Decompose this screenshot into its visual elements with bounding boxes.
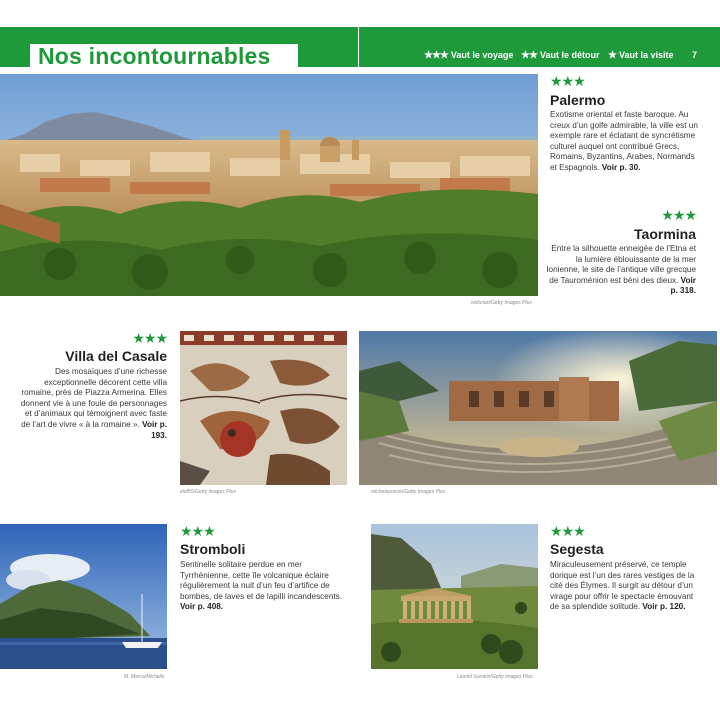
page-reference: Voir p. 30. <box>601 162 641 172</box>
star-icon: ★ <box>608 50 616 61</box>
legend-item-visite: ★ Vaut la visite <box>608 50 674 61</box>
page-number: 7 <box>692 50 698 60</box>
entry-title-villa-del-casale: Villa del Casale <box>65 348 167 364</box>
palermo-photo <box>0 74 538 296</box>
entry-title-segesta: Segesta <box>550 541 604 557</box>
entry-text-segesta: Miraculeusement préservé, ce temple dorique est l’un des rares vestiges de la cité des Élymes. Il surgit au détour d’un virage pour offrir le spectacle émouvant de sa splendide solitude. Voir p. 120. <box>550 560 695 612</box>
rating-stars-icon: ★★★ <box>132 330 167 346</box>
photo-credit: Leonid Sorokin/Getty Images Plus <box>457 674 533 680</box>
page-fold <box>358 27 359 67</box>
star-icon: ★★ <box>521 50 537 61</box>
page-reference: Voir p. 120. <box>642 602 686 612</box>
legend-item-detour: ★★ Vaut le détour <box>521 50 600 61</box>
entry-text-villa-del-casale: Des mosaïques d’une richesse exceptionnelle décorent cette villa romaine, près de Piazza Armerina. Elles donnent vie à une foule de personnages et d’animaux qui témoignent avec faste de l’art de vivre « à la romaine ». Voir p. 193. <box>20 367 167 440</box>
page-reference: Voir p. 318. <box>670 275 696 296</box>
page-title: Nos incontournables <box>38 43 271 69</box>
entry-title-palermo: Palermo <box>550 92 606 108</box>
entry-title-stromboli: Stromboli <box>180 541 246 557</box>
entry-text-palermo: Exotisme oriental et faste baroque. Au creux d’un golfe admirable, la ville est un exemple rare et éclatant de syncrétisme culturel auquel ont contribué Grecs, Romains, Byzantins, Arabes, Normands et Espagnols. Voir p. 30. <box>550 110 698 172</box>
photo-credit: micheleponzio/Getty Images Plus <box>371 489 446 495</box>
segesta-photo <box>371 524 538 669</box>
taormina-photo <box>359 331 717 485</box>
photo-credit: M. Marca/Michelin <box>124 674 165 680</box>
rating-stars-icon: ★★★ <box>550 73 585 89</box>
page-reference: Voir p. 408. <box>180 602 224 612</box>
entry-title-taormina: Taormina <box>634 226 696 242</box>
rating-stars-icon: ★★★ <box>180 523 215 539</box>
rating-stars-icon: ★★★ <box>661 207 696 223</box>
legend-item-voyage: ★★★ Vaut le voyage <box>424 50 514 61</box>
entry-text-taormina: Entre la silhouette enneigée de l’Etna et la lumière éblouissante de la mer Ionienne, le site de l’antique ville grecque de Tauroménion est béni des dieux. Voir p. 318. <box>546 244 696 296</box>
rating-stars-icon: ★★★ <box>550 523 585 539</box>
photo-credit: wsfurlan/Getty Images Plus <box>471 300 532 306</box>
stromboli-photo <box>0 524 167 669</box>
villa-del-casale-photo <box>180 331 347 485</box>
entry-text-stromboli: Sentinelle solitaire perdue en mer Tyrrhénienne, cette île volcanique éclaire régulièrement la nuit d’un feu d’artifice de bombes, de laves et de lapilli incandescents. Voir p. 408. <box>180 560 343 612</box>
page-reference: Voir p. 193. <box>142 419 167 440</box>
star-icon: ★★★ <box>424 50 448 61</box>
photo-credit: elef55/Getty Images Plus <box>180 489 236 495</box>
